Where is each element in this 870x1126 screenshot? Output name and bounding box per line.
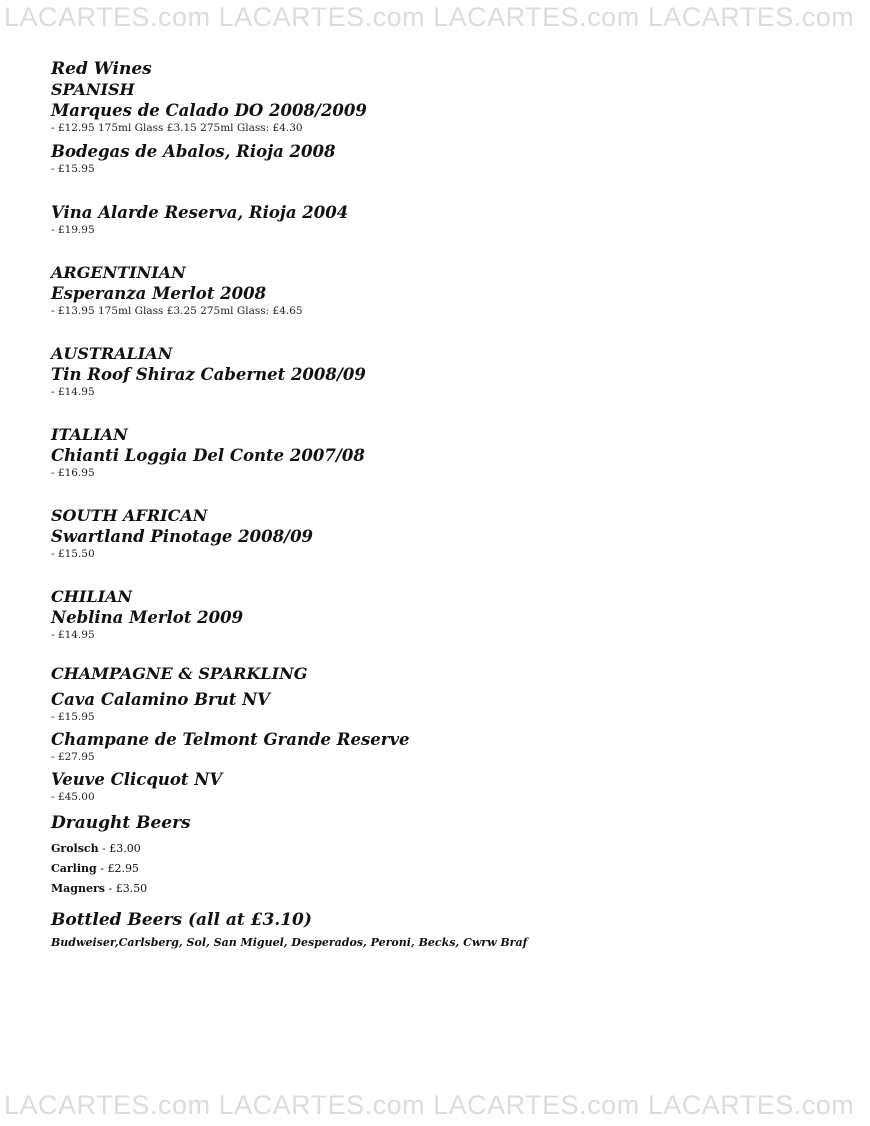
section-chilian bbox=[51, 587, 831, 642]
section-heading: CHAMPAGNE & SPARKLING bbox=[51, 664, 308, 683]
section-heading: SPANISH bbox=[51, 80, 135, 99]
beer-item bbox=[51, 839, 831, 859]
section-south-african bbox=[51, 506, 831, 561]
section-argentinian bbox=[51, 263, 831, 318]
wine-price: - £15.95 bbox=[51, 711, 95, 723]
beer-price: - £3.50 bbox=[104, 882, 148, 895]
section-heading: SOUTH AFRICAN bbox=[51, 506, 208, 525]
beer-name: Grolsch bbox=[51, 842, 99, 855]
wine-price: - £27.95 bbox=[51, 751, 95, 763]
section-bottled-beers bbox=[51, 909, 831, 952]
wine-name: Swartland Pinotage 2008/09 bbox=[51, 527, 314, 546]
wine-price: - £14.95 bbox=[51, 629, 95, 641]
bottled-beers-heading: Bottled Beers (all at £3.10) bbox=[51, 910, 312, 930]
wine-price: - £15.95 bbox=[51, 163, 95, 175]
wine-name: Tin Roof Shiraz Cabernet 2008/09 bbox=[51, 365, 366, 384]
wine-name: Esperanza Merlot 2008 bbox=[51, 284, 267, 303]
section-spanish bbox=[51, 80, 831, 237]
wine-name: Neblina Merlot 2009 bbox=[51, 608, 244, 627]
wine-name: Chianti Loggia Del Conte 2007/08 bbox=[51, 446, 365, 465]
wine-name: Cava Calamino Brut NV bbox=[51, 690, 270, 709]
wine-price: - £16.95 bbox=[51, 467, 95, 479]
wine-name: Vina Alarde Reserva, Rioja 2004 bbox=[51, 203, 349, 222]
section-sparkling bbox=[51, 664, 831, 804]
wine-name: Marques de Calado DO 2008/2009 bbox=[51, 101, 367, 120]
wine-name: Veuve Clicquot NV bbox=[51, 770, 223, 789]
bottled-beers-list: Budweiser,Carlsberg, Sol, San Miguel, Desperados, Peroni, Becks, Cwrw Braf bbox=[51, 936, 528, 949]
wine-name: Bodegas de Abalos, Rioja 2008 bbox=[51, 142, 336, 161]
wine-price: - £45.00 bbox=[51, 791, 95, 803]
wine-price: - £14.95 bbox=[51, 386, 95, 398]
watermark-bottom: LACARTES.com LACARTES.com LACARTES.com LACARTES.com bbox=[4, 1090, 855, 1120]
beer-name: Carling bbox=[51, 862, 97, 875]
wine-price: - £19.95 bbox=[51, 224, 95, 236]
wine-price: - £15.50 bbox=[51, 548, 95, 560]
beer-name: Magners bbox=[51, 882, 105, 895]
beer-price: - £3.00 bbox=[98, 842, 141, 855]
wine-price: - £12.95 175ml Glass £3.15 275ml Glass: £4.30 bbox=[51, 122, 303, 134]
beer-item bbox=[51, 859, 831, 879]
section-heading: AUSTRALIAN bbox=[51, 344, 173, 363]
watermark-top: LACARTES.com LACARTES.com LACARTES.com LACARTES.com bbox=[4, 2, 855, 32]
section-heading: ITALIAN bbox=[51, 425, 128, 444]
red-wines-heading: Red Wines bbox=[51, 59, 152, 79]
section-italian bbox=[51, 425, 831, 480]
wine-name: Champane de Telmont Grande Reserve bbox=[51, 730, 410, 749]
section-draught-beers bbox=[51, 812, 831, 899]
section-heading: CHILIAN bbox=[51, 587, 133, 606]
menu-content bbox=[51, 58, 831, 952]
section-heading: ARGENTINIAN bbox=[51, 263, 186, 282]
section-australian bbox=[51, 344, 831, 399]
beer-item bbox=[51, 879, 831, 899]
draught-beers-heading: Draught Beers bbox=[51, 813, 191, 833]
beer-price: - £2.95 bbox=[96, 862, 139, 875]
wine-price: - £13.95 175ml Glass £3.25 275ml Glass: £4.65 bbox=[51, 305, 303, 317]
